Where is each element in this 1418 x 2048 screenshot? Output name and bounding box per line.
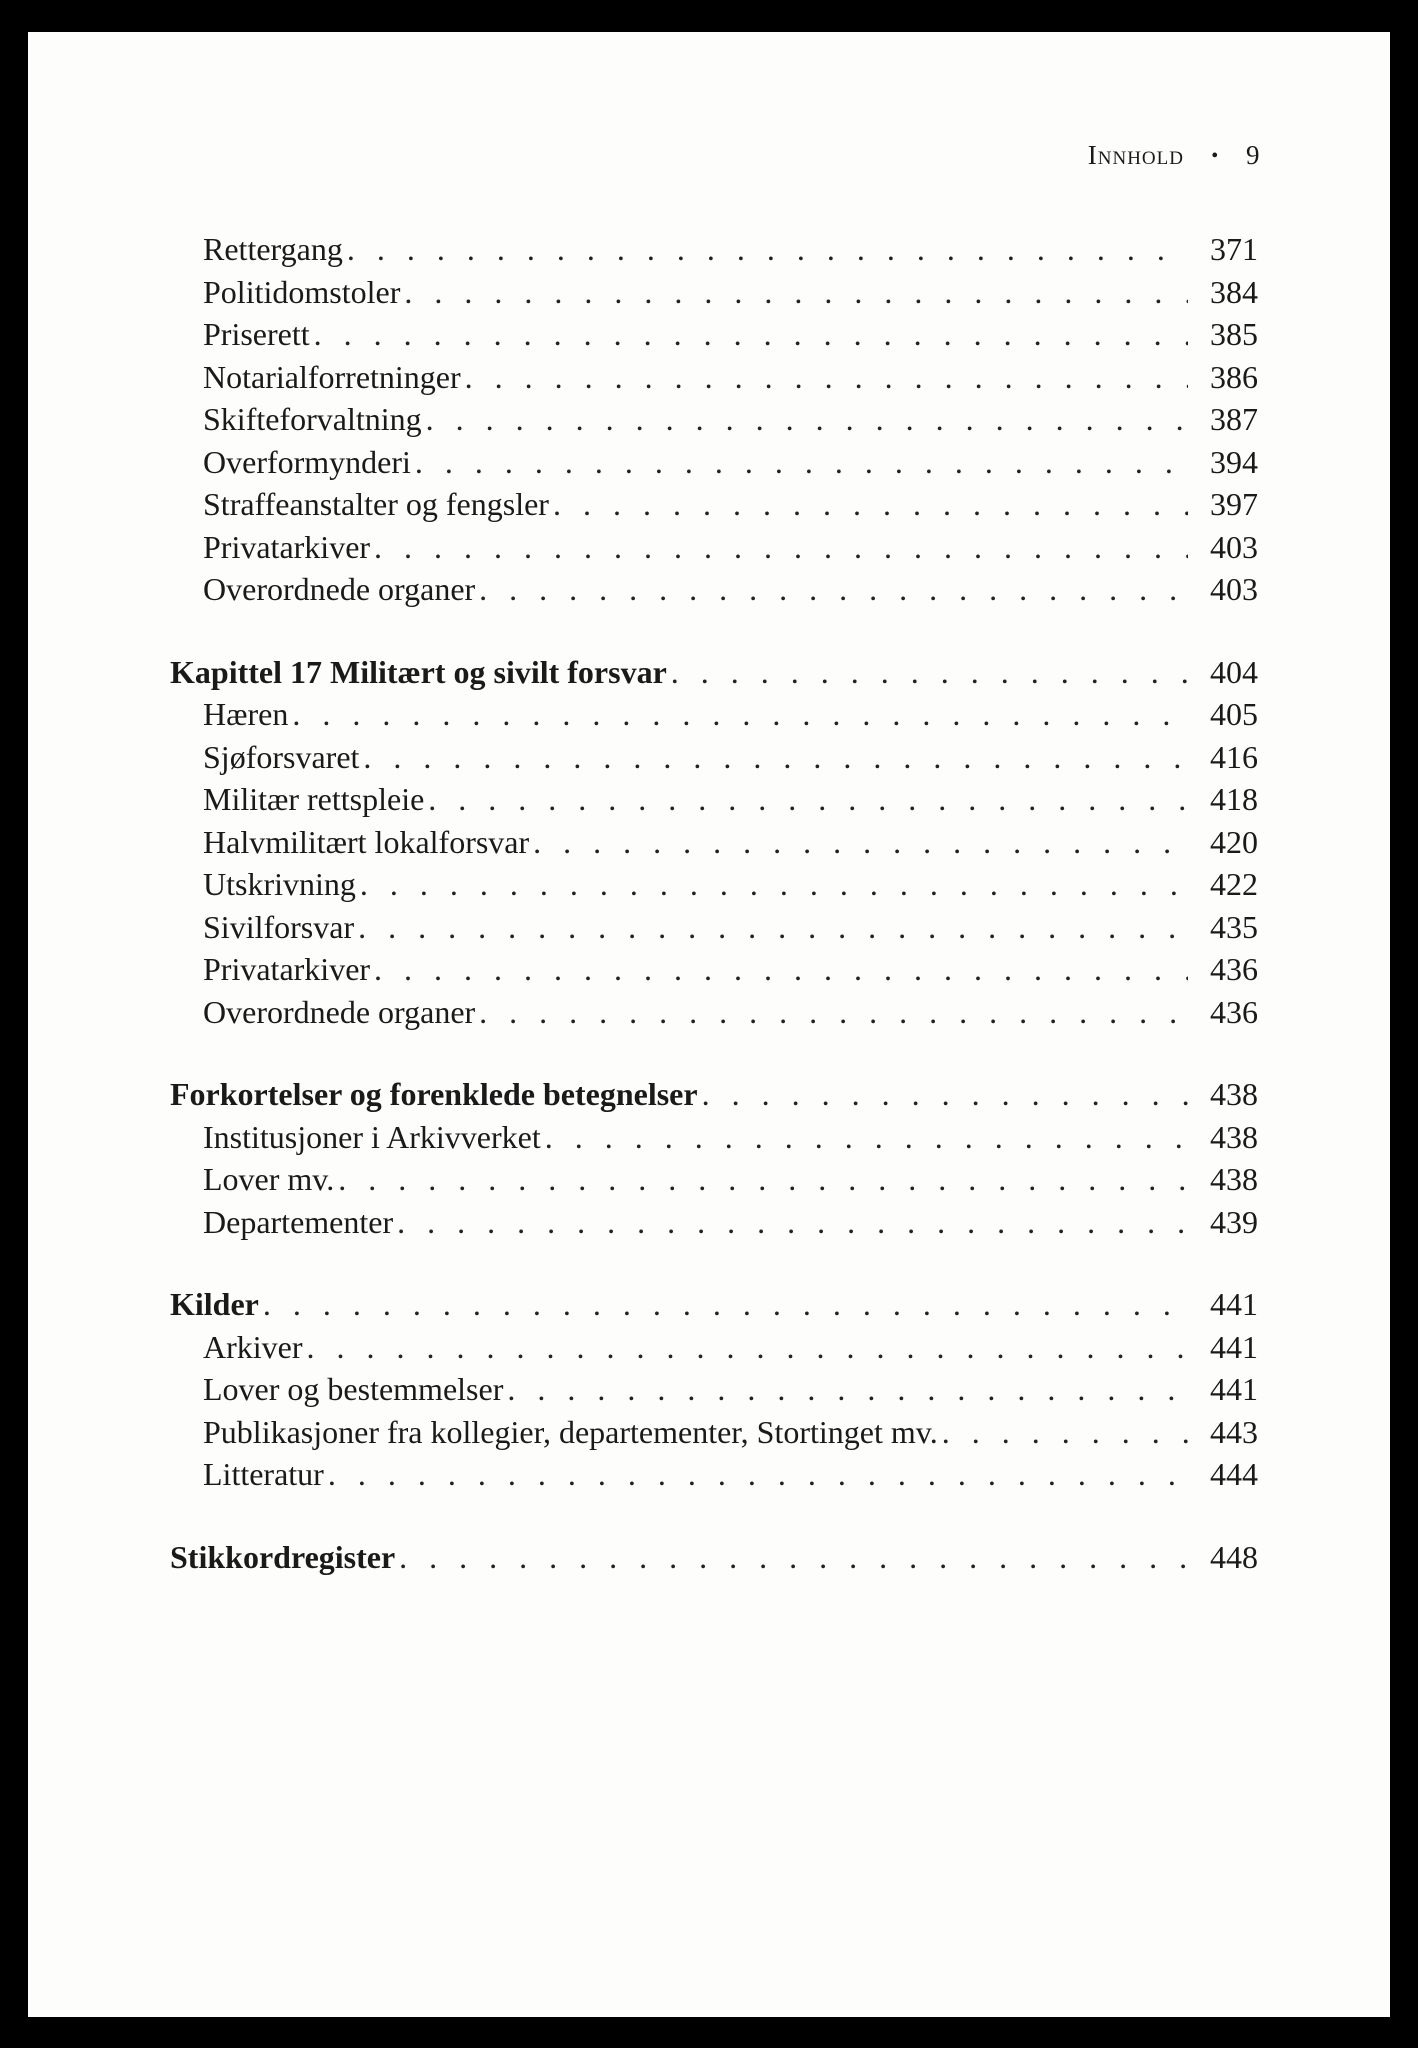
toc-entry-page: 441 (1210, 1328, 1258, 1365)
toc-entry-label: Utskrivning (203, 866, 356, 902)
toc-entry (170, 398, 1258, 441)
running-head (1088, 140, 1260, 171)
toc-entry-page: 436 (1210, 993, 1258, 1030)
toc-entry-label: Militær rettspleie (203, 781, 425, 817)
toc-entry-label: Sjøforsvaret (203, 738, 360, 775)
toc-entry (170, 1411, 1258, 1454)
toc-group-abbreviations (170, 1073, 1258, 1243)
toc-group-chapter-17 (170, 651, 1258, 1034)
running-head-separator: • (1211, 145, 1219, 167)
toc-chapter-heading (170, 1073, 1258, 1116)
dot-leader (404, 271, 1188, 314)
toc-entry-label: Publikasjoner fra kollegier, departementer, Stortinget mv. (203, 1413, 938, 1450)
dot-leader (507, 1368, 1188, 1411)
toc-entry (170, 948, 1258, 991)
dot-leader (360, 863, 1188, 906)
toc-group-continued (170, 228, 1258, 611)
toc-entry-page: 444 (1210, 1456, 1258, 1492)
toc-entry-label: Halvmilitært lokalforsvar (203, 823, 530, 860)
dot-leader (702, 1073, 1188, 1116)
running-head-page-number: 9 (1246, 140, 1260, 170)
toc-entry (170, 778, 1258, 821)
toc-entry (170, 1326, 1258, 1369)
dot-leader (314, 313, 1188, 356)
toc-entry-label: Overordnede organer (203, 571, 476, 607)
dot-leader (942, 1411, 1188, 1454)
toc-entry-label: Arkiver (203, 1328, 303, 1365)
toc-heading-page: 448 (1210, 1538, 1258, 1575)
dot-leader (671, 651, 1188, 694)
dot-leader (399, 1536, 1188, 1579)
dot-leader (415, 441, 1188, 484)
toc-chapter-heading (170, 1536, 1258, 1579)
dot-leader (338, 1158, 1188, 1201)
toc-heading-page: 441 (1210, 1286, 1258, 1322)
toc-heading-label: Stikkordregister (170, 1538, 396, 1575)
toc-entry-page: 394 (1210, 443, 1258, 480)
dot-leader (465, 356, 1188, 399)
dot-leader (307, 1326, 1188, 1369)
dot-leader (428, 778, 1188, 821)
toc-entry-label: Sivilforsvar (203, 908, 355, 945)
toc-entry-page: 422 (1210, 866, 1258, 902)
toc-entry-page: 371 (1210, 231, 1258, 267)
toc-entry (170, 526, 1258, 569)
toc-entry (170, 906, 1258, 949)
dot-leader (358, 906, 1188, 949)
book-page (28, 32, 1390, 2017)
table-of-contents (170, 228, 1258, 1618)
toc-entry-page: 443 (1210, 1413, 1258, 1450)
dot-leader (374, 526, 1188, 569)
dot-leader (553, 483, 1188, 526)
toc-entry (170, 568, 1258, 611)
toc-entry-label: Lover og bestemmelser (203, 1371, 504, 1407)
toc-entry (170, 1201, 1258, 1244)
toc-entry (170, 441, 1258, 484)
toc-entry-label: Hæren (203, 696, 289, 732)
toc-heading-label: Kapittel 17 Militært og sivilt forsvar (170, 653, 667, 690)
toc-entry (170, 1158, 1258, 1201)
toc-entry (170, 1368, 1258, 1411)
toc-chapter-heading (170, 1283, 1258, 1326)
toc-entry (170, 228, 1258, 271)
toc-entry-page: 405 (1210, 696, 1258, 732)
toc-entry-page: 387 (1210, 401, 1258, 437)
toc-heading-page: 438 (1210, 1076, 1258, 1112)
toc-entry (170, 863, 1258, 906)
toc-entry-page: 435 (1210, 908, 1258, 945)
toc-entry (170, 736, 1258, 779)
toc-entry-label: Politidomstoler (203, 273, 401, 310)
toc-entry-page: 386 (1210, 358, 1258, 395)
toc-entry-page: 436 (1210, 951, 1258, 987)
toc-entry-label: Litteratur (203, 1456, 324, 1492)
toc-entry-label: Overordnede organer (203, 993, 476, 1030)
toc-entry-page: 418 (1210, 781, 1258, 817)
toc-entry-label: Straffeanstalter og fengsler (203, 486, 549, 522)
toc-entry-label: Lover mv. (203, 1161, 335, 1197)
toc-entry-page: 403 (1210, 571, 1258, 607)
toc-entry-label: Overformynderi (203, 443, 411, 480)
toc-entry (170, 693, 1258, 736)
toc-entry (170, 313, 1258, 356)
toc-heading-label: Kilder (170, 1286, 259, 1322)
dot-leader (328, 1453, 1188, 1496)
toc-entry-page: 385 (1210, 316, 1258, 352)
dot-leader (479, 568, 1188, 611)
toc-entry-page: 438 (1210, 1161, 1258, 1197)
toc-heading-page: 404 (1210, 653, 1258, 690)
dot-leader (479, 991, 1188, 1034)
toc-entry (170, 483, 1258, 526)
toc-chapter-heading (170, 651, 1258, 694)
toc-entry-label: Departementer (203, 1203, 394, 1240)
toc-entry (170, 991, 1258, 1034)
running-head-title: Innhold (1087, 140, 1184, 170)
dot-leader (263, 1283, 1188, 1326)
toc-group-sources (170, 1283, 1258, 1496)
toc-entry-label: Institusjoner i Arkivverket (203, 1118, 541, 1155)
dot-leader (347, 228, 1188, 271)
toc-entry (170, 271, 1258, 314)
toc-entry-label: Notarialforretninger (203, 358, 461, 395)
toc-entry-page: 438 (1210, 1118, 1258, 1155)
dot-leader (397, 1201, 1188, 1244)
toc-entry-page: 403 (1210, 528, 1258, 565)
toc-entry-page: 416 (1210, 738, 1258, 775)
dot-leader (545, 1116, 1188, 1159)
toc-entry-label: Privatarkiver (203, 951, 371, 987)
toc-entry (170, 1116, 1258, 1159)
toc-entry-label: Skifteforvaltning (203, 401, 422, 437)
dot-leader (426, 398, 1188, 441)
dot-leader (363, 736, 1188, 779)
toc-entry-label: Rettergang (203, 231, 343, 267)
toc-entry-label: Privatarkiver (203, 528, 371, 565)
toc-heading-label: Forkortelser og forenklede betegnelser (170, 1076, 698, 1112)
toc-entry (170, 821, 1258, 864)
toc-entry-page: 441 (1210, 1371, 1258, 1407)
toc-entry-page: 439 (1210, 1203, 1258, 1240)
toc-entry-label: Priserett (203, 316, 310, 352)
dot-leader (292, 693, 1188, 736)
toc-entry-page: 420 (1210, 823, 1258, 860)
toc-entry-page: 384 (1210, 273, 1258, 310)
toc-entry (170, 1453, 1258, 1496)
dot-leader (374, 948, 1188, 991)
toc-entry (170, 356, 1258, 399)
toc-entry-page: 397 (1210, 486, 1258, 522)
dot-leader (533, 821, 1188, 864)
toc-group-index (170, 1536, 1258, 1579)
